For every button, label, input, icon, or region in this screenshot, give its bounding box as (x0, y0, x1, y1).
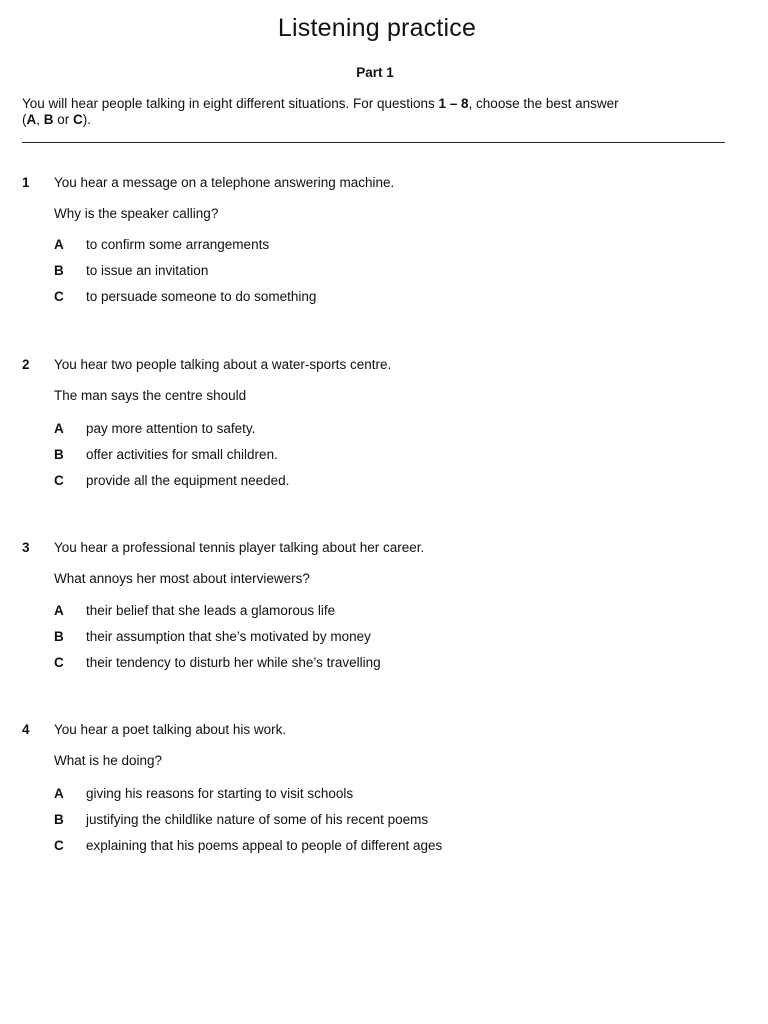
option-c-label: C (73, 112, 83, 127)
option-letter: A (54, 237, 64, 252)
question-prompt: The man says the centre should (54, 388, 247, 403)
option-letter: B (54, 447, 64, 462)
option-text: their assumption that she’s motivated by money (86, 629, 371, 644)
answer-option-c[interactable] (54, 837, 714, 855)
instructions (22, 96, 732, 128)
answer-option-a[interactable] (54, 785, 714, 803)
option-letter: C (54, 289, 64, 304)
option-letter: C (54, 838, 64, 853)
paren-close: ). (82, 112, 92, 127)
option-letter: C (54, 473, 64, 488)
option-text: their belief that she leads a glamorous life (86, 603, 336, 618)
question-context: You hear two people talking about a water-sports centre. (54, 357, 392, 372)
question-number: 1 (22, 175, 30, 190)
question-number: 3 (22, 540, 30, 555)
answer-option-c[interactable] (54, 288, 714, 306)
option-text: explaining that his poems appeal to people of different ages (86, 838, 443, 853)
paren-open: ( (22, 112, 27, 127)
answer-option-b[interactable] (54, 446, 714, 464)
instructions-lead: You will hear people talking in eight different situations. For questions (22, 96, 439, 111)
option-text: to persuade someone to do something (86, 289, 317, 304)
answer-option-c[interactable] (54, 472, 714, 490)
instructions-tail: , choose the best answer (468, 96, 619, 111)
answer-option-b[interactable] (54, 262, 714, 280)
question-prompt: Why is the speaker calling? (54, 206, 219, 221)
answer-option-a[interactable] (54, 602, 714, 620)
question-number: 4 (22, 722, 30, 737)
option-b-label: B (43, 112, 54, 127)
option-text: to issue an invitation (86, 263, 209, 278)
question-number: 2 (22, 357, 30, 372)
part-heading: Part 1 (356, 65, 394, 80)
answer-option-c[interactable] (54, 654, 714, 672)
option-text: their tendency to disturb her while she’s travelling (86, 655, 381, 670)
page-title: Listening practice (277, 14, 477, 42)
answer-option-a[interactable] (54, 420, 714, 438)
option-text: offer activities for small children. (86, 447, 278, 462)
option-letter: B (54, 812, 64, 827)
option-text: justifying the childlike nature of some of his recent poems (86, 812, 429, 827)
question-prompt: What is he doing? (54, 753, 163, 768)
option-a-label: A (26, 112, 37, 127)
question-prompt: What annoys her most about interviewers? (54, 571, 310, 586)
question-context: You hear a message on a telephone answering machine. (54, 175, 395, 190)
question-range: 1 – 8 (438, 96, 469, 111)
option-letter: A (54, 786, 64, 801)
option-letter: A (54, 603, 64, 618)
option-text: giving his reasons for starting to visit schools (86, 786, 354, 801)
separator-comma: , (36, 112, 44, 127)
option-letter: B (54, 629, 64, 644)
answer-option-b[interactable] (54, 628, 714, 646)
option-text: to confirm some arrangements (86, 237, 270, 252)
option-letter: C (54, 655, 64, 670)
option-text: pay more attention to safety. (86, 421, 256, 436)
question-context: You hear a poet talking about his work. (54, 722, 287, 737)
question-context: You hear a professional tennis player talking about her career. (54, 540, 425, 555)
separator-or: or (53, 112, 74, 127)
option-letter: A (54, 421, 64, 436)
answer-option-b[interactable] (54, 811, 714, 829)
option-letter: B (54, 263, 64, 278)
option-text: provide all the equipment needed. (86, 473, 290, 488)
horizontal-divider (22, 142, 725, 143)
answer-option-a[interactable] (54, 236, 714, 254)
